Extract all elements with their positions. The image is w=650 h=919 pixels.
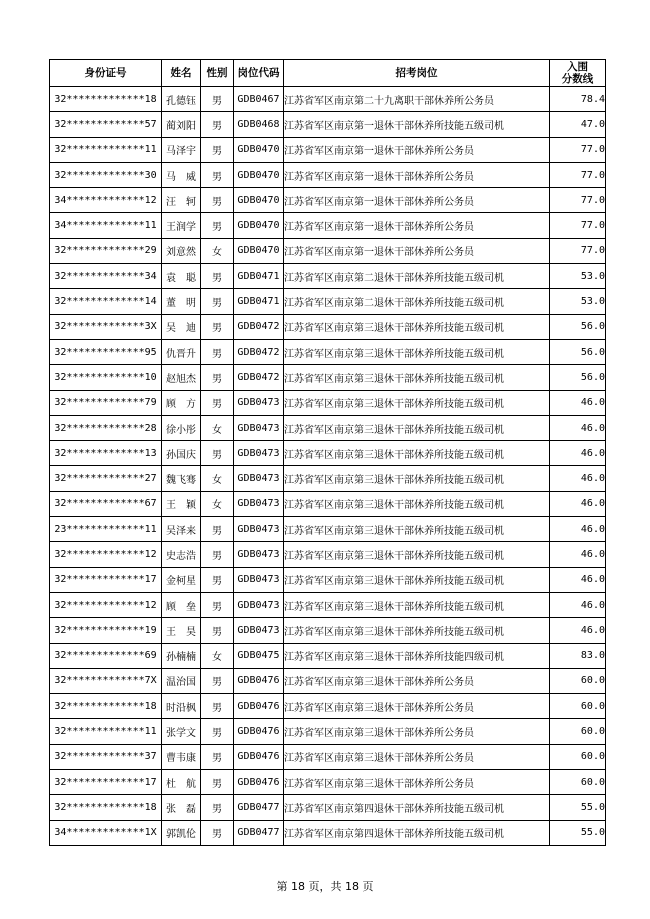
cell-score: 46.0 — [550, 592, 606, 617]
cell-name: 魏飞骞 — [162, 466, 201, 491]
cell-id: 32*************34 — [50, 264, 162, 289]
cell-position: 江苏省军区南京第三退休干部休养所公务员 — [284, 719, 550, 744]
cell-code: GDB0473 — [234, 390, 284, 415]
table-row — [50, 415, 606, 440]
cell-code: GDB0477 — [234, 795, 284, 820]
cell-gender: 男 — [201, 213, 234, 238]
cell-position: 江苏省军区南京第四退休干部休养所技能五级司机 — [284, 795, 550, 820]
cell-gender: 男 — [201, 795, 234, 820]
cell-id: 32*************3X — [50, 314, 162, 339]
table-row — [50, 365, 606, 390]
cell-code: GDB0471 — [234, 264, 284, 289]
cell-gender: 男 — [201, 314, 234, 339]
page-footer: 第 18 页，共 18 页 — [276, 880, 374, 893]
cell-name: 金柯星 — [162, 567, 201, 592]
cell-score: 77.0 — [550, 137, 606, 162]
cell-position: 江苏省军区南京第一退休干部休养所公务员 — [284, 137, 550, 162]
cell-position: 江苏省军区南京第三退休干部休养所技能四级司机 — [284, 643, 550, 668]
cell-position: 江苏省军区南京第三退休干部休养所技能五级司机 — [284, 542, 550, 567]
cell-gender: 男 — [201, 770, 234, 795]
cell-score: 60.0 — [550, 694, 606, 719]
cell-code: GDB0476 — [234, 668, 284, 693]
header-id: 身份证号 — [50, 60, 162, 87]
header-position: 招考岗位 — [284, 60, 550, 87]
table-row — [50, 567, 606, 592]
cell-id: 32*************12 — [50, 592, 162, 617]
cell-gender: 女 — [201, 643, 234, 668]
cell-id: 32*************28 — [50, 415, 162, 440]
cell-score: 46.0 — [550, 466, 606, 491]
cell-position: 江苏省军区南京第二十九离职干部休养所公务员 — [284, 87, 550, 112]
cell-position: 江苏省军区南京第三退休干部休养所技能五级司机 — [284, 491, 550, 516]
cell-position: 江苏省军区南京第一退休干部休养所公务员 — [284, 188, 550, 213]
table-row — [50, 213, 606, 238]
cell-name: 蔺刘阳 — [162, 112, 201, 137]
cell-name: 王 昊 — [162, 618, 201, 643]
table-row — [50, 795, 606, 820]
cell-score: 56.0 — [550, 365, 606, 390]
results-table — [49, 59, 606, 846]
cell-name: 董 明 — [162, 289, 201, 314]
cell-code: GDB0468 — [234, 112, 284, 137]
cell-score: 60.0 — [550, 719, 606, 744]
table-row — [50, 112, 606, 137]
header-code: 岗位代码 — [234, 60, 284, 87]
cell-name: 孙国庆 — [162, 441, 201, 466]
cell-name: 曹韦康 — [162, 744, 201, 769]
cell-gender: 男 — [201, 162, 234, 187]
cell-name: 汪 轲 — [162, 188, 201, 213]
table-row — [50, 289, 606, 314]
cell-position: 江苏省军区南京第三退休干部休养所公务员 — [284, 668, 550, 693]
cell-code: GDB0476 — [234, 770, 284, 795]
cell-code: GDB0477 — [234, 820, 284, 845]
cell-name: 张 磊 — [162, 795, 201, 820]
cell-position: 江苏省军区南京第三退休干部休养所技能五级司机 — [284, 618, 550, 643]
cell-position: 江苏省军区南京第一退休干部休养所公务员 — [284, 162, 550, 187]
cell-gender: 男 — [201, 339, 234, 364]
cell-code: GDB0476 — [234, 694, 284, 719]
cell-score: 55.0 — [550, 820, 606, 845]
cell-gender: 女 — [201, 491, 234, 516]
cell-id: 34*************1X — [50, 820, 162, 845]
cell-position: 江苏省军区南京第三退休干部休养所技能五级司机 — [284, 592, 550, 617]
cell-name: 温治国 — [162, 668, 201, 693]
cell-code: GDB0473 — [234, 491, 284, 516]
cell-score: 47.0 — [550, 112, 606, 137]
cell-gender: 男 — [201, 618, 234, 643]
table-row — [50, 162, 606, 187]
header-score-line2: 分数线 — [561, 73, 594, 85]
cell-code: GDB0476 — [234, 744, 284, 769]
cell-gender: 女 — [201, 238, 234, 263]
cell-gender: 男 — [201, 517, 234, 542]
cell-id: 32*************95 — [50, 339, 162, 364]
table-row — [50, 694, 606, 719]
cell-position: 江苏省军区南京第二退休干部休养所技能五级司机 — [284, 289, 550, 314]
header-score — [550, 60, 606, 87]
table-row — [50, 643, 606, 668]
cell-id: 32*************11 — [50, 719, 162, 744]
cell-name: 时沿枫 — [162, 694, 201, 719]
cell-id: 32*************18 — [50, 87, 162, 112]
cell-position: 江苏省军区南京第三退休干部休养所技能五级司机 — [284, 517, 550, 542]
cell-score: 60.0 — [550, 744, 606, 769]
cell-id: 32*************57 — [50, 112, 162, 137]
table-row — [50, 264, 606, 289]
cell-gender: 男 — [201, 87, 234, 112]
cell-score: 46.0 — [550, 618, 606, 643]
cell-id: 32*************67 — [50, 491, 162, 516]
cell-position: 江苏省军区南京第三退休干部休养所技能五级司机 — [284, 415, 550, 440]
cell-gender: 男 — [201, 390, 234, 415]
table-row — [50, 466, 606, 491]
cell-id: 32*************79 — [50, 390, 162, 415]
cell-gender: 男 — [201, 820, 234, 845]
cell-position: 江苏省军区南京第三退休干部休养所技能五级司机 — [284, 314, 550, 339]
table-row — [50, 390, 606, 415]
table-row — [50, 820, 606, 845]
cell-score: 46.0 — [550, 441, 606, 466]
cell-id: 32*************37 — [50, 744, 162, 769]
cell-score: 46.0 — [550, 517, 606, 542]
cell-position: 江苏省军区南京第四退休干部休养所技能五级司机 — [284, 820, 550, 845]
cell-id: 32*************19 — [50, 618, 162, 643]
table-row — [50, 770, 606, 795]
cell-position: 江苏省军区南京第一退休干部休养所公务员 — [284, 213, 550, 238]
cell-code: GDB0473 — [234, 517, 284, 542]
header-score-line1: 入围 — [567, 61, 588, 73]
cell-code: GDB0476 — [234, 719, 284, 744]
cell-score: 46.0 — [550, 415, 606, 440]
cell-name: 赵旭杰 — [162, 365, 201, 390]
table-row — [50, 668, 606, 693]
cell-id: 34*************12 — [50, 188, 162, 213]
cell-position: 江苏省军区南京第三退休干部休养所公务员 — [284, 694, 550, 719]
table-row — [50, 517, 606, 542]
cell-name: 马泽宇 — [162, 137, 201, 162]
header-gender: 性别 — [201, 60, 234, 87]
cell-score: 77.0 — [550, 162, 606, 187]
cell-name: 孔德钰 — [162, 87, 201, 112]
cell-code: GDB0473 — [234, 415, 284, 440]
cell-gender: 女 — [201, 415, 234, 440]
table-row — [50, 188, 606, 213]
cell-code: GDB0473 — [234, 542, 284, 567]
header-name: 姓名 — [162, 60, 201, 87]
table-row — [50, 542, 606, 567]
cell-id: 32*************27 — [50, 466, 162, 491]
cell-score: 46.0 — [550, 542, 606, 567]
cell-gender: 男 — [201, 289, 234, 314]
cell-gender: 女 — [201, 466, 234, 491]
cell-position: 江苏省军区南京第三退休干部休养所公务员 — [284, 744, 550, 769]
cell-position: 江苏省军区南京第三退休干部休养所技能五级司机 — [284, 466, 550, 491]
cell-gender: 男 — [201, 188, 234, 213]
cell-gender: 男 — [201, 719, 234, 744]
cell-code: GDB0473 — [234, 441, 284, 466]
cell-position: 江苏省军区南京第三退休干部休养所技能五级司机 — [284, 365, 550, 390]
table-row — [50, 87, 606, 112]
cell-id: 32*************69 — [50, 643, 162, 668]
cell-id: 32*************13 — [50, 441, 162, 466]
cell-name: 仇晋升 — [162, 339, 201, 364]
table-row — [50, 491, 606, 516]
cell-name: 杜 航 — [162, 770, 201, 795]
cell-name: 顾 方 — [162, 390, 201, 415]
cell-code: GDB0473 — [234, 567, 284, 592]
cell-id: 34*************11 — [50, 213, 162, 238]
cell-code: GDB0470 — [234, 162, 284, 187]
cell-name: 王润学 — [162, 213, 201, 238]
cell-name: 徐小彤 — [162, 415, 201, 440]
cell-name: 吴 迪 — [162, 314, 201, 339]
cell-id: 32*************17 — [50, 770, 162, 795]
cell-gender: 男 — [201, 264, 234, 289]
cell-position: 江苏省军区南京第三退休干部休养所技能五级司机 — [284, 339, 550, 364]
cell-id: 32*************14 — [50, 289, 162, 314]
cell-code: GDB0472 — [234, 365, 284, 390]
cell-id: 32*************11 — [50, 137, 162, 162]
cell-score: 53.0 — [550, 264, 606, 289]
cell-score: 60.0 — [550, 668, 606, 693]
cell-score: 60.0 — [550, 770, 606, 795]
cell-score: 77.0 — [550, 188, 606, 213]
cell-gender: 男 — [201, 542, 234, 567]
cell-position: 江苏省军区南京第三退休干部休养所技能五级司机 — [284, 567, 550, 592]
table-row — [50, 137, 606, 162]
cell-name: 张学文 — [162, 719, 201, 744]
cell-id: 32*************30 — [50, 162, 162, 187]
cell-code: GDB0470 — [234, 137, 284, 162]
cell-score: 83.0 — [550, 643, 606, 668]
cell-gender: 男 — [201, 365, 234, 390]
cell-score: 78.4 — [550, 87, 606, 112]
cell-id: 32*************17 — [50, 567, 162, 592]
cell-name: 马 威 — [162, 162, 201, 187]
table-row — [50, 238, 606, 263]
cell-id: 32*************18 — [50, 694, 162, 719]
cell-id: 32*************10 — [50, 365, 162, 390]
cell-score: 77.0 — [550, 238, 606, 263]
table-row — [50, 314, 606, 339]
cell-code: GDB0467 — [234, 87, 284, 112]
cell-gender: 男 — [201, 441, 234, 466]
table-header-row — [50, 60, 606, 87]
cell-id: 32*************29 — [50, 238, 162, 263]
cell-score: 56.0 — [550, 339, 606, 364]
cell-score: 77.0 — [550, 213, 606, 238]
cell-name: 王 颖 — [162, 491, 201, 516]
cell-score: 46.0 — [550, 491, 606, 516]
cell-name: 袁 聪 — [162, 264, 201, 289]
table-row — [50, 441, 606, 466]
cell-code: GDB0470 — [234, 188, 284, 213]
cell-code: GDB0470 — [234, 213, 284, 238]
cell-score: 46.0 — [550, 390, 606, 415]
cell-code: GDB0470 — [234, 238, 284, 263]
table-row — [50, 339, 606, 364]
cell-name: 吴泽来 — [162, 517, 201, 542]
cell-code: GDB0472 — [234, 314, 284, 339]
cell-name: 孙楠楠 — [162, 643, 201, 668]
table-row — [50, 618, 606, 643]
cell-gender: 男 — [201, 744, 234, 769]
cell-position: 江苏省军区南京第一退休干部休养所技能五级司机 — [284, 112, 550, 137]
cell-name: 史志浩 — [162, 542, 201, 567]
cell-gender: 男 — [201, 694, 234, 719]
cell-code: GDB0473 — [234, 618, 284, 643]
cell-score: 55.0 — [550, 795, 606, 820]
cell-gender: 男 — [201, 112, 234, 137]
cell-name: 刘意然 — [162, 238, 201, 263]
cell-code: GDB0475 — [234, 643, 284, 668]
cell-gender: 男 — [201, 668, 234, 693]
table-row — [50, 592, 606, 617]
cell-position: 江苏省军区南京第三退休干部休养所技能五级司机 — [284, 441, 550, 466]
cell-gender: 男 — [201, 592, 234, 617]
cell-position: 江苏省军区南京第三退休干部休养所公务员 — [284, 770, 550, 795]
table-row — [50, 719, 606, 744]
cell-name: 顾 垒 — [162, 592, 201, 617]
cell-code: GDB0471 — [234, 289, 284, 314]
cell-score: 46.0 — [550, 567, 606, 592]
cell-id: 32*************12 — [50, 542, 162, 567]
cell-id: 32*************7X — [50, 668, 162, 693]
cell-code: GDB0472 — [234, 339, 284, 364]
cell-code: GDB0473 — [234, 592, 284, 617]
cell-gender: 男 — [201, 137, 234, 162]
cell-score: 56.0 — [550, 314, 606, 339]
cell-id: 23*************11 — [50, 517, 162, 542]
cell-gender: 男 — [201, 567, 234, 592]
cell-id: 32*************18 — [50, 795, 162, 820]
cell-name: 郭凯伦 — [162, 820, 201, 845]
cell-position: 江苏省军区南京第三退休干部休养所技能五级司机 — [284, 390, 550, 415]
cell-position: 江苏省军区南京第一退休干部休养所公务员 — [284, 238, 550, 263]
table-row — [50, 744, 606, 769]
cell-position: 江苏省军区南京第二退休干部休养所技能五级司机 — [284, 264, 550, 289]
cell-score: 53.0 — [550, 289, 606, 314]
cell-code: GDB0473 — [234, 466, 284, 491]
